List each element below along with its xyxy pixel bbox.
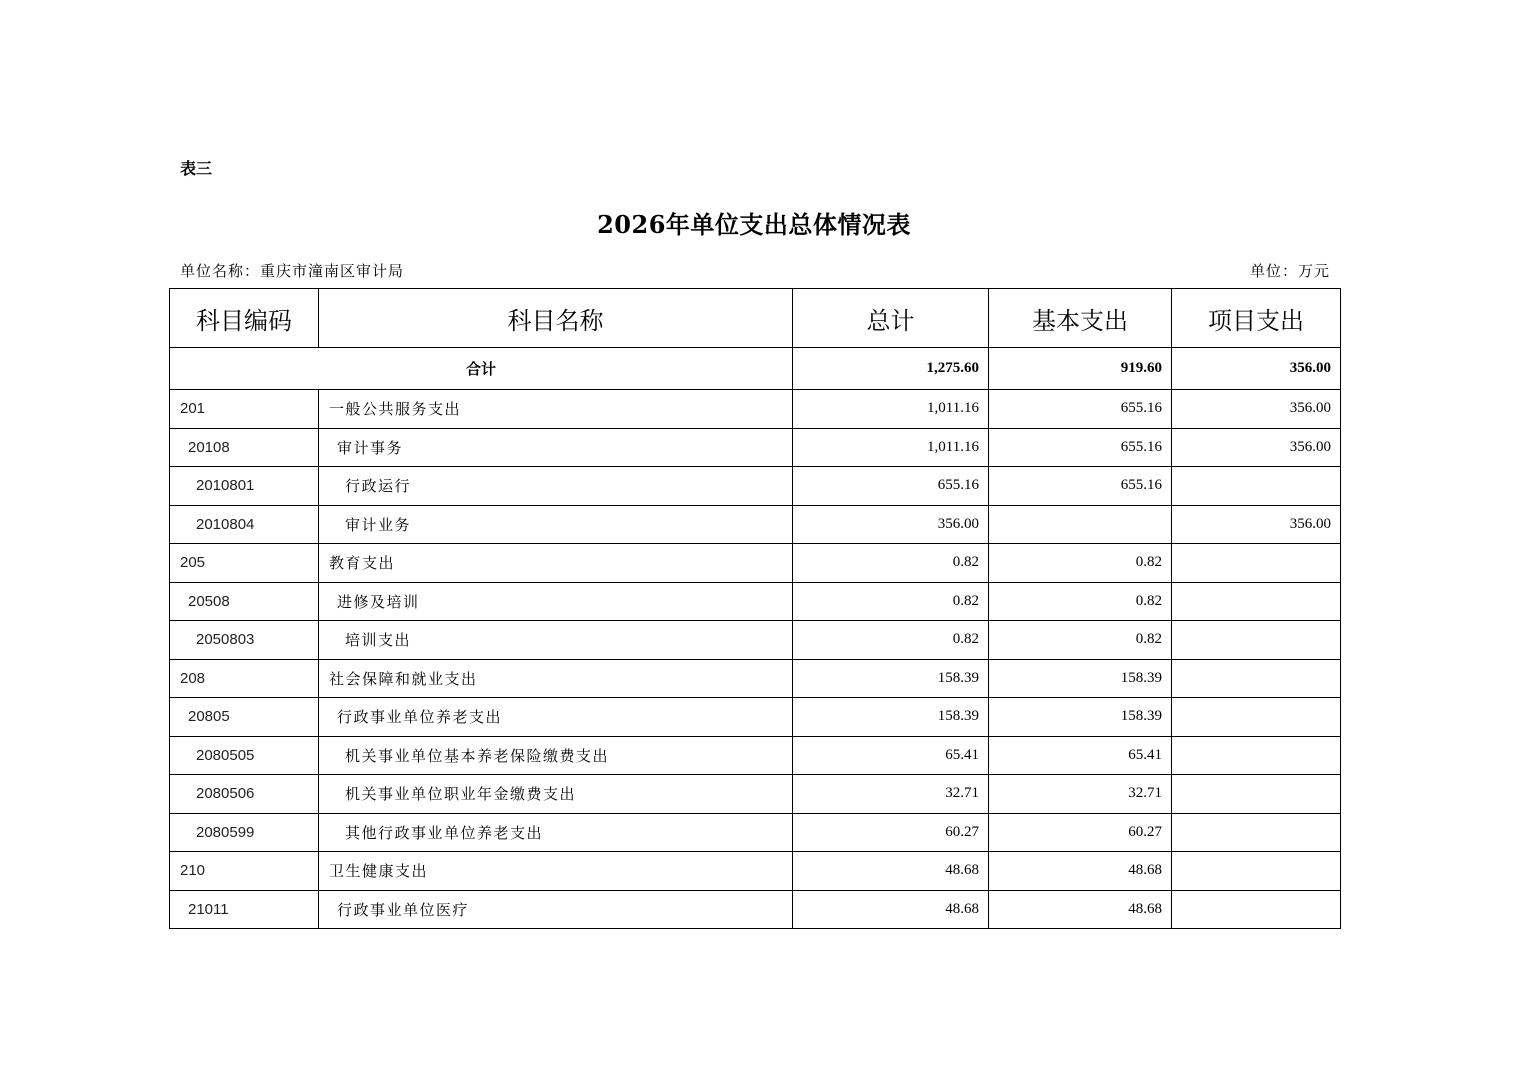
header-subject-name: 科目名称 — [319, 289, 793, 348]
total-cell: 158.39 — [793, 698, 989, 737]
subject-name-cell: 审计业务 — [319, 505, 793, 544]
subject-code-cell: 210 — [170, 852, 319, 891]
subject-code-cell: 205 — [170, 544, 319, 583]
unit-name-label: 单位名称：重庆市潼南区审计局 — [180, 262, 405, 280]
basic-expenditure-cell: 48.68 — [989, 852, 1172, 891]
subject-name-cell: 卫生健康支出 — [319, 852, 793, 891]
subject-name-cell: 行政运行 — [319, 467, 793, 506]
project-expenditure-cell — [1172, 544, 1341, 583]
basic-expenditure-cell: 0.82 — [989, 544, 1172, 583]
total-row-total: 1,275.60 — [793, 348, 989, 390]
basic-expenditure-cell: 655.16 — [989, 390, 1172, 429]
subject-code-cell: 2080505 — [170, 736, 319, 775]
subject-name-cell: 行政事业单位医疗 — [319, 890, 793, 929]
total-cell: 32.71 — [793, 775, 989, 814]
subject-code-cell: 20108 — [170, 428, 319, 467]
total-cell: 158.39 — [793, 659, 989, 698]
project-expenditure-cell: 356.00 — [1172, 505, 1341, 544]
basic-expenditure-cell: 655.16 — [989, 467, 1172, 506]
table-row — [170, 467, 1341, 506]
total-row-label: 合计 — [170, 348, 793, 390]
total-cell: 65.41 — [793, 736, 989, 775]
project-expenditure-cell — [1172, 890, 1341, 929]
subject-name-cell: 培训支出 — [319, 621, 793, 660]
total-cell: 356.00 — [793, 505, 989, 544]
subject-code-cell: 2010801 — [170, 467, 319, 506]
total-cell: 655.16 — [793, 467, 989, 506]
table-row — [170, 736, 1341, 775]
table-row — [170, 544, 1341, 583]
total-cell: 0.82 — [793, 544, 989, 583]
header-basic-expenditure: 基本支出 — [989, 289, 1172, 348]
basic-expenditure-cell: 655.16 — [989, 428, 1172, 467]
subject-name-cell: 教育支出 — [319, 544, 793, 583]
subject-code-cell: 2010804 — [170, 505, 319, 544]
basic-expenditure-cell: 65.41 — [989, 736, 1172, 775]
project-expenditure-cell — [1172, 852, 1341, 891]
subject-name-cell: 一般公共服务支出 — [319, 390, 793, 429]
total-row-project: 356.00 — [1172, 348, 1341, 390]
basic-expenditure-cell: 60.27 — [989, 813, 1172, 852]
basic-expenditure-cell: 158.39 — [989, 659, 1172, 698]
subject-name-cell: 社会保障和就业支出 — [319, 659, 793, 698]
project-expenditure-cell — [1172, 775, 1341, 814]
table-row — [170, 813, 1341, 852]
table-row — [170, 890, 1341, 929]
subject-code-cell: 20805 — [170, 698, 319, 737]
basic-expenditure-cell: 48.68 — [989, 890, 1172, 929]
table-row — [170, 852, 1341, 891]
project-expenditure-cell — [1172, 736, 1341, 775]
subject-code-cell: 208 — [170, 659, 319, 698]
table-row — [170, 390, 1341, 429]
subject-code-cell: 2050803 — [170, 621, 319, 660]
table-row — [170, 428, 1341, 467]
basic-expenditure-cell — [989, 505, 1172, 544]
project-expenditure-cell: 356.00 — [1172, 390, 1341, 429]
total-cell: 1,011.16 — [793, 390, 989, 429]
subject-code-cell: 2080599 — [170, 813, 319, 852]
table-row — [170, 505, 1341, 544]
header-total: 总计 — [793, 289, 989, 348]
project-expenditure-cell — [1172, 582, 1341, 621]
expenditure-table — [169, 288, 1341, 929]
basic-expenditure-cell: 0.82 — [989, 582, 1172, 621]
basic-expenditure-cell: 32.71 — [989, 775, 1172, 814]
project-expenditure-cell: 356.00 — [1172, 428, 1341, 467]
subject-name-cell: 其他行政事业单位养老支出 — [319, 813, 793, 852]
table-header-row — [170, 289, 1341, 348]
table-row — [170, 582, 1341, 621]
total-row-basic: 919.60 — [989, 348, 1172, 390]
subject-code-cell: 21011 — [170, 890, 319, 929]
total-cell: 60.27 — [793, 813, 989, 852]
project-expenditure-cell — [1172, 659, 1341, 698]
subject-code-cell: 201 — [170, 390, 319, 429]
total-cell: 48.68 — [793, 890, 989, 929]
currency-unit-label: 单位：万元 — [1249, 262, 1330, 280]
subject-name-cell: 进修及培训 — [319, 582, 793, 621]
project-expenditure-cell — [1172, 621, 1341, 660]
table-row — [170, 775, 1341, 814]
table-row — [170, 659, 1341, 698]
subject-code-cell: 2080506 — [170, 775, 319, 814]
table-row — [170, 698, 1341, 737]
basic-expenditure-cell: 0.82 — [989, 621, 1172, 660]
header-subject-code: 科目编码 — [170, 289, 319, 348]
subject-name-cell: 机关事业单位职业年金缴费支出 — [319, 775, 793, 814]
subject-name-cell: 行政事业单位养老支出 — [319, 698, 793, 737]
total-cell: 48.68 — [793, 852, 989, 891]
total-cell: 0.82 — [793, 582, 989, 621]
table-row — [170, 621, 1341, 660]
total-cell: 1,011.16 — [793, 428, 989, 467]
total-cell: 0.82 — [793, 621, 989, 660]
total-row — [170, 348, 1341, 390]
table-number-label: 表三 — [180, 159, 213, 178]
page-title: 2026年单位支出总体情况表 — [597, 210, 911, 239]
project-expenditure-cell — [1172, 467, 1341, 506]
subject-name-cell: 机关事业单位基本养老保险缴费支出 — [319, 736, 793, 775]
subject-code-cell: 20508 — [170, 582, 319, 621]
basic-expenditure-cell: 158.39 — [989, 698, 1172, 737]
header-project-expenditure: 项目支出 — [1172, 289, 1341, 348]
subject-name-cell: 审计事务 — [319, 428, 793, 467]
project-expenditure-cell — [1172, 698, 1341, 737]
project-expenditure-cell — [1172, 813, 1341, 852]
